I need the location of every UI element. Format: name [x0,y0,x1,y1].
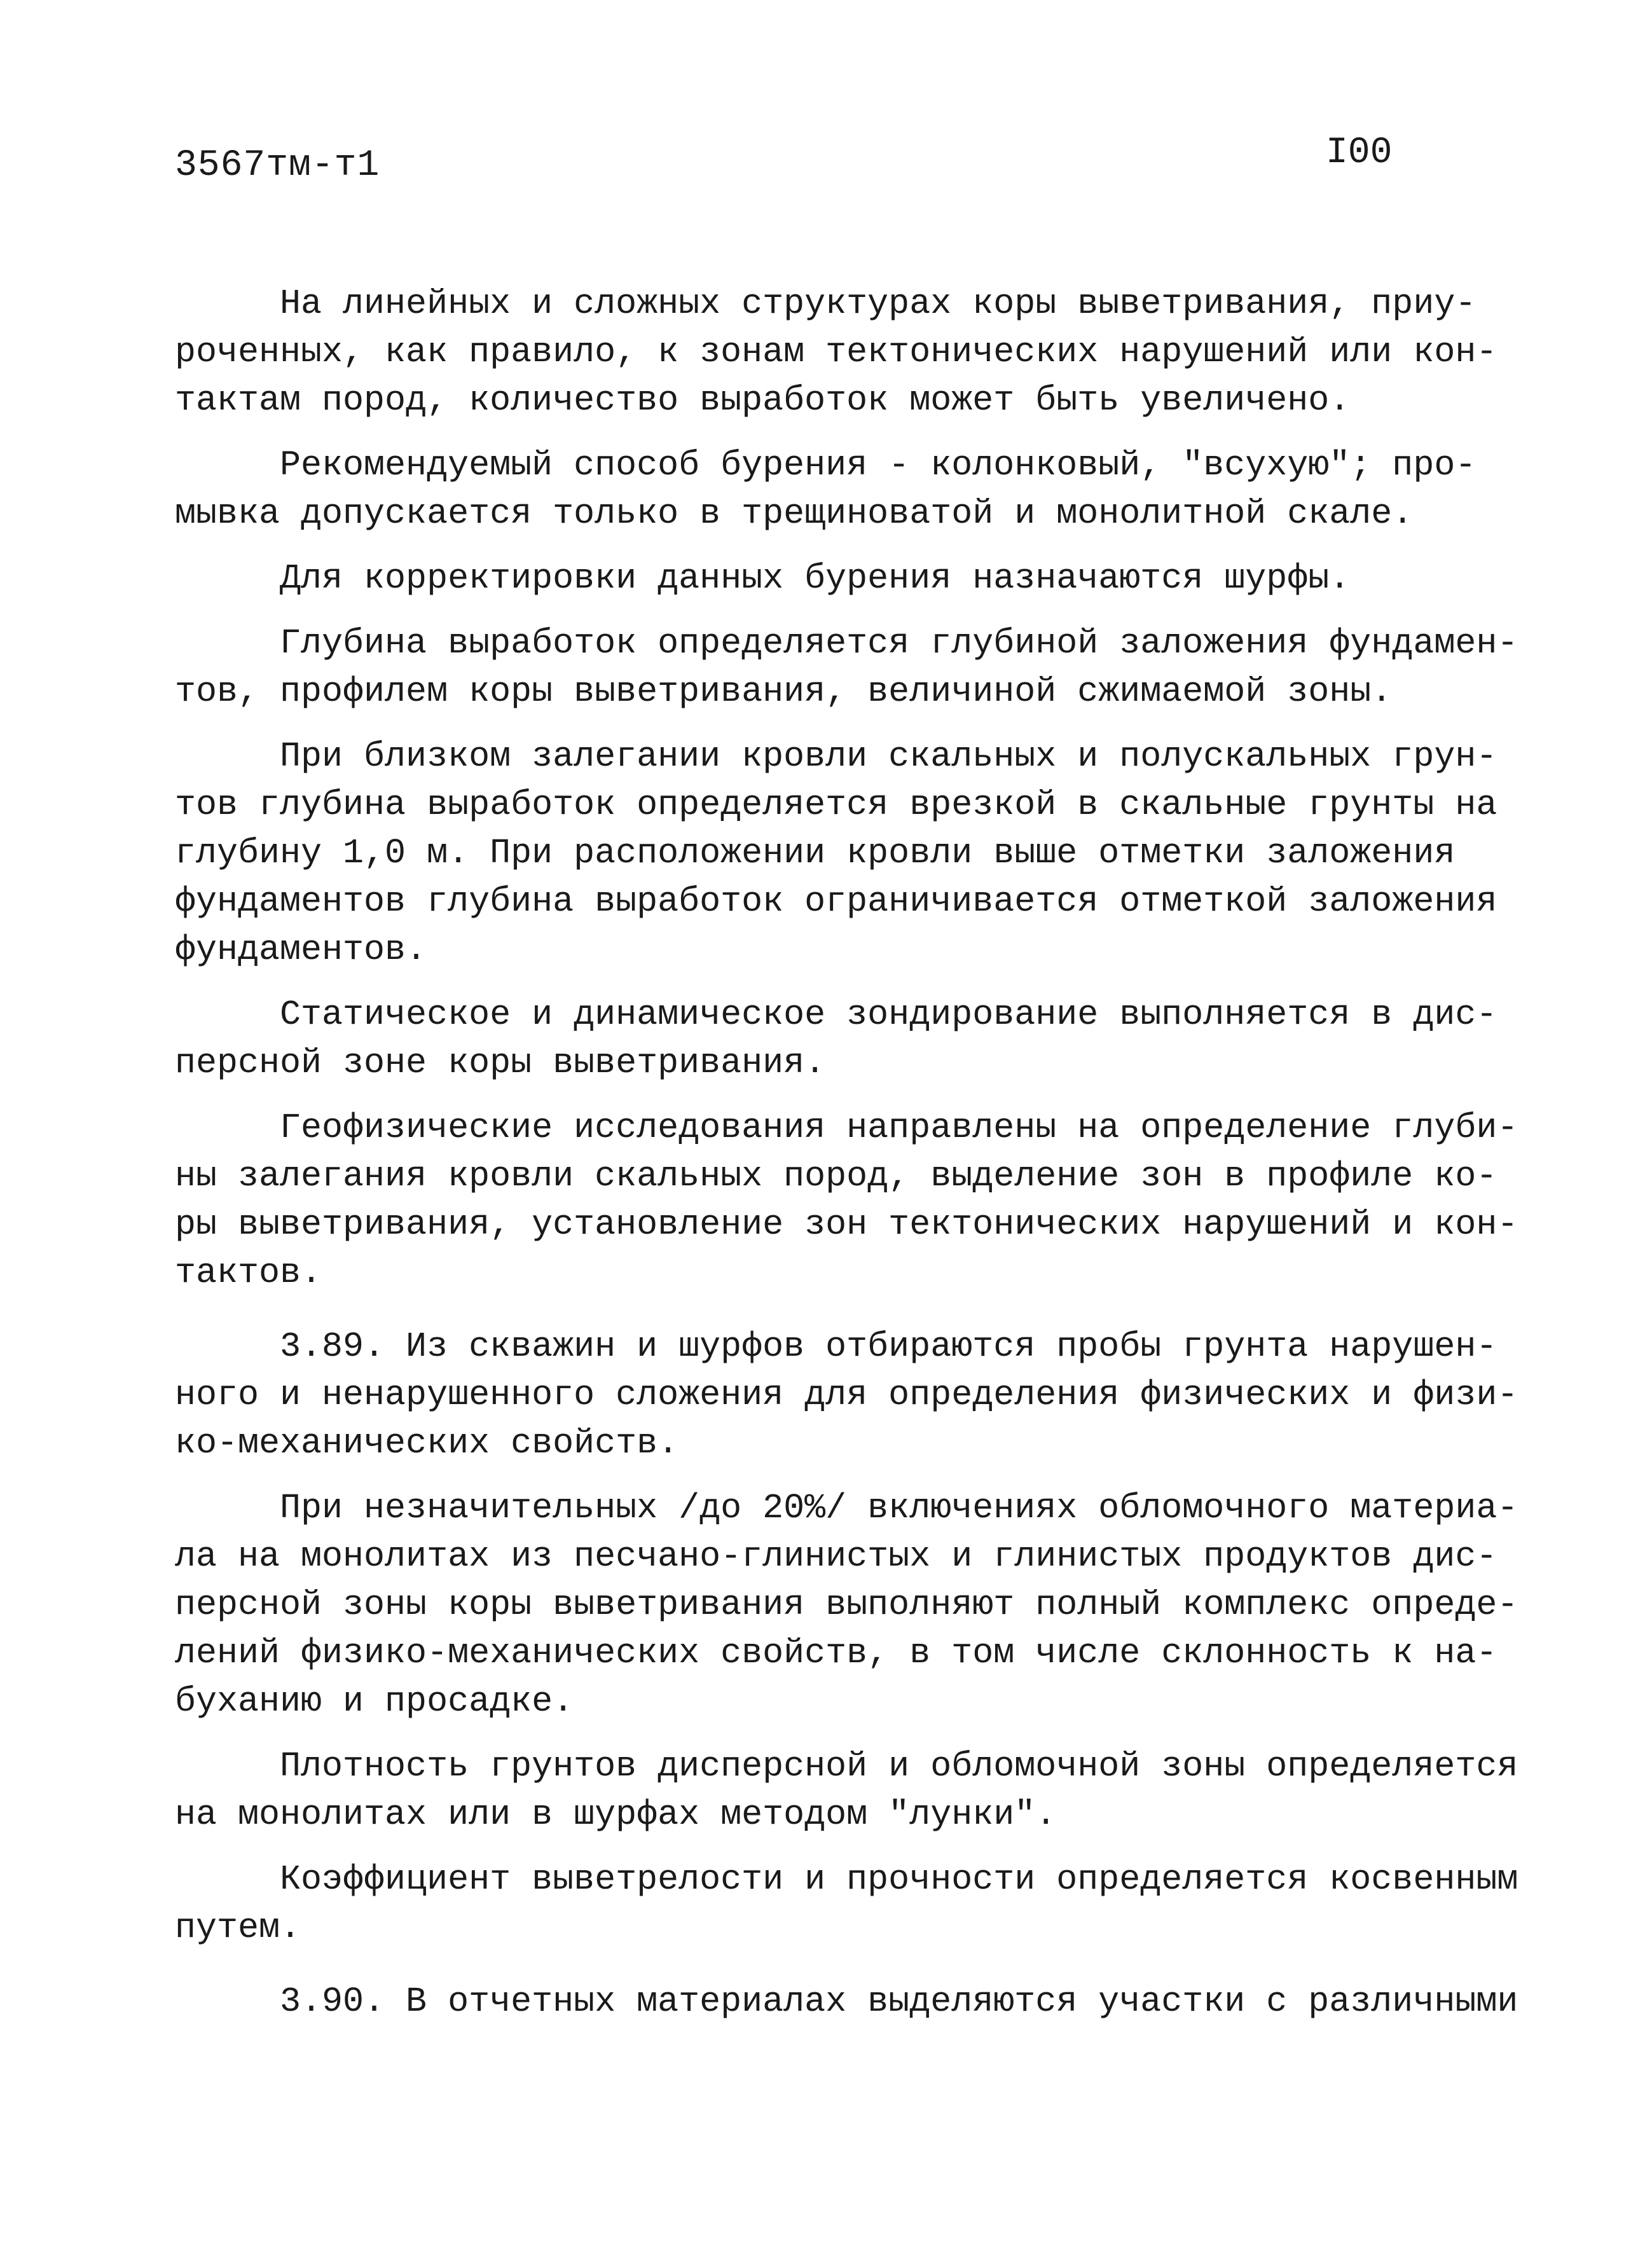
paragraph-section-3-90 [175,1978,1518,2026]
paragraph-drilling-method [175,441,1476,538]
paragraph-sounding [175,991,1497,1087]
text-line: фундаментов. [175,930,427,970]
paragraph-density [175,1742,1518,1839]
text-line: тов, профилем коры выветривания, величиной сжимаемой зоны. [175,672,1393,712]
text-line: 3.90. В отчетных материалах выделяются участки с различными [175,1981,1518,2022]
text-line: тактам пород, количество выработок может быть увеличено. [175,380,1351,420]
text-line: мывка допускается только в трещиноватой и монолитной скале. [175,493,1414,534]
text-line: фундаментов глубина выработок ограничивается отметкой заложения [175,881,1497,921]
document-code: 3567тм-т1 [175,145,380,186]
text-line: персной зоне коры выветривания. [175,1043,826,1083]
text-line: На линейных и сложных структурах коры выветривания, приу- [175,284,1476,324]
text-line: ла на монолитах из песчано-глинистых и глинистых продуктов дис- [175,1536,1497,1576]
paragraph-geophysics [175,1104,1518,1297]
text-line: тов глубина выработок определяется врезкой в скальные грунты на [175,785,1497,825]
text-line: Рекомендуемый способ бурения - колонковый, "всухую"; про- [175,445,1476,485]
text-line: ны залегания кровли скальных пород, выделение зон в профиле ко- [175,1156,1497,1196]
text-line: Коэффициент выветрелости и прочности определяется косвенным [175,1859,1518,1899]
text-line: Статическое и динамическое зондирование выполняется в дис- [175,995,1497,1035]
text-line: ного и ненарушенного сложения для определения физических и физи- [175,1375,1518,1415]
text-line: Для корректировки данных бурения назначаются шурфы. [175,558,1351,598]
text-line: ко-механических свойств. [175,1423,679,1463]
paragraph-section-3-89 [175,1323,1518,1468]
text-line: Плотность грунтов дисперсной и обломочной зоны определяется [175,1746,1518,1786]
text-line: При незначительных /до 20%/ включениях обломочного материа- [175,1488,1518,1528]
paragraph-weathering-coefficient [175,1856,1518,1952]
body-text [175,280,1518,2026]
text-line: Геофизические исследования направлены на определение глуби- [175,1108,1518,1148]
text-line: 3.89. Из скважин и шурфов отбираются пробы грунта нарушен- [175,1326,1497,1367]
paragraph-pits [175,555,1440,603]
paragraph-depth [175,619,1518,716]
paragraph-inclusions [175,1484,1518,1726]
page-number: I00 [1326,132,1393,174]
text-line: буханию и просадке. [175,1681,574,1721]
text-line: роченных, как правило, к зонам тектонических нарушений или кон- [175,332,1497,372]
paragraph-rock-roof [175,733,1497,974]
text-line: путем. [175,1908,301,1948]
text-line: лений физико-механических свойств, в том числе склонность к на- [175,1633,1497,1673]
text-line: ры выветривания, установление зон тектонических нарушений и кон- [175,1204,1518,1244]
text-line: глубину 1,0 м. При расположении кровли выше отметки заложения [175,833,1456,873]
text-line: Глубина выработок определяется глубиной заложения фундамен- [175,623,1518,663]
text-line: При близком залегании кровли скальных и полускальных грун- [175,736,1497,776]
text-line: тактов. [175,1253,322,1293]
paragraph-weathering-structures [175,280,1497,425]
text-line: персной зоны коры выветривания выполняют полный комплекс опреде- [175,1585,1518,1625]
text-line: на монолитах или в шурфах методом "лунки". [175,1795,1057,1835]
